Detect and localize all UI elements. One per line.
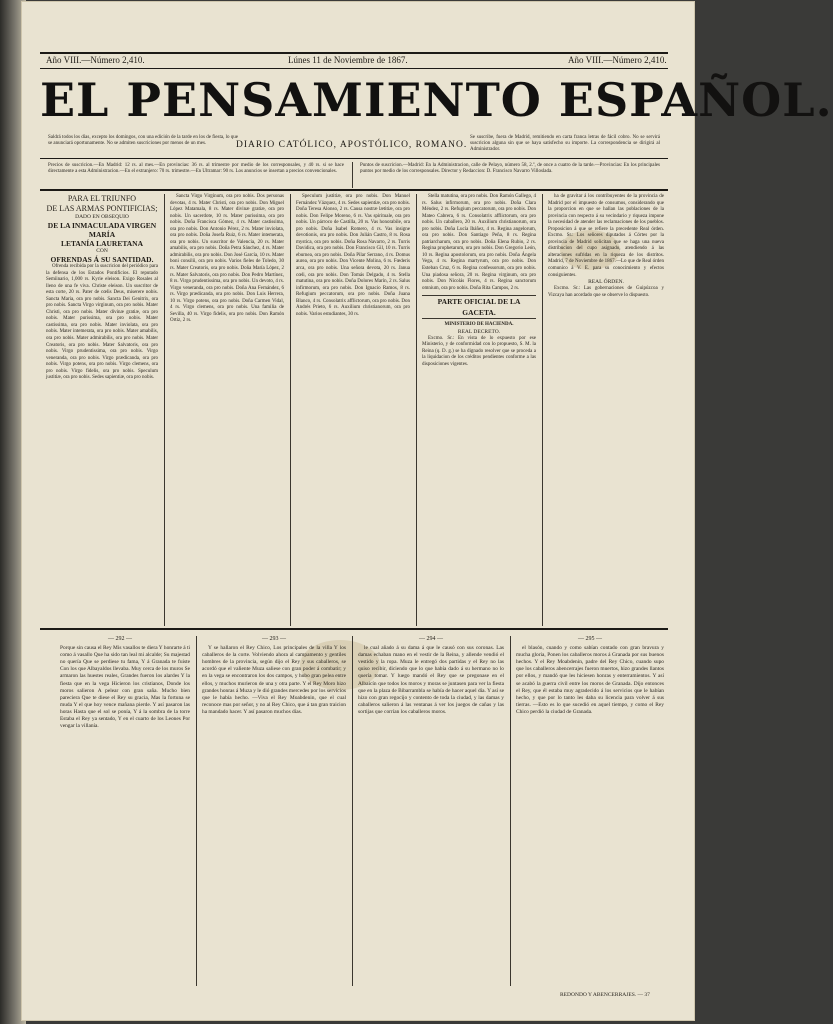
column-2-text: Sancta Virgo Virginum, ora pro nobis. Dos personas devotas, 4 rs. Mater Christi, ora pro nobis. Don Miguel López Matamala, 8 rs. Mater divinæ gratiæ, ora pro nobis. Un sacerdote, 10 rs. Mater purissima, ora pro nobis. Doña Francisca Gómez, 4 rs. Mater castissima, ora pro nobis. Don Antonio Pérez, 2 rs. Mater inviolata, ora pro nobis. Doña Josefa Ruiz, 6 rs. Mater intemerata, ora pro nobis. Un suscritor de Valencia, 20 rs. Mater amabilis, ora pro nobis. Doña Petra Sánchez, 4 rs. Mater admirabilis, ora pro nobis. Don José García, 10 rs. Mater boni consilii, ora pro nobis. Varios fieles de Toledo, 30 rs. Mater Creatoris, ora pro nobis. Doña María López, 2 rs. Mater Salvatoris, ora pro nobis. Don Pedro Martínez, 8 rs. Virgo prudentissima, ora pro nobis. Un devoto, 4 rs. Virgo veneranda, ora pro nobis. Doña Ana Fernández, 6 rs. Virgo prædicanda, ora pro nobis. Don Luis Herrera, 10 rs. Virgo potens, ora pro nobis. Doña Carmen Vidal, 4 rs. Virgo clemens, ora pro nobis. Una familia de Sevilla, 40 rs. Virgo fidelis, ora pro nobis. Don Ramón Ortiz, 2 rs. bbox=[170, 194, 284, 324]
column-2 bbox=[170, 194, 284, 624]
issue-number-left: Año VIII.—Número 2,410. bbox=[46, 55, 145, 65]
top-rule bbox=[40, 52, 668, 54]
column-divider bbox=[290, 194, 291, 626]
folletin-page-number: — 295 — bbox=[578, 636, 602, 642]
column-1-text: Ofrenda recibida por la suscricion del periódico para la defensa de los Estados Pontificios. El reputado Semiinario, 1,000 rs. Kyrie eleison. Exigo Rosales al lleno de una fe viva. Christe eleison. Un suscritor de esta corte, 20 rs. Pater de cœlis Deus, miserere nobis. Sancta Maria, ora pro nobis. Sancta Dei Genitrix, ora pro nobis. Sancta Virgo virginum, ora pro nobis. Mater Christi, ora pro nobis. Mater divinæ gratiæ, ora pro nobis. Mater purissima, ora pro nobis. Mater castissima, ora pro nobis. Mater inviolata, ora pro nobis. Mater intemerata, ora pro nobis. Mater amabilis, ora pro nobis. Mater admirabilis, ora pro nobis. Mater Creatoris, ora pro nobis. Mater Salvatoris, ora pro nobis. Virgo prudentissima, ora pro nobis. Virgo veneranda, ora pro nobis. Virgo prædicanda, ora pro nobis. Virgo potens, ora pro nobis. Virgo clemens, ora pro nobis. Virgo fidelis, ora pro nobis. Speculum justitiæ, ora pro nobis. Sedes sapientiæ, ora pro nobis. bbox=[46, 264, 158, 381]
decree-heading: REAL DECRETO. bbox=[457, 328, 501, 335]
ministry-heading: MINISTERIO DE HACIENDA. bbox=[444, 322, 514, 328]
column-4 bbox=[422, 194, 536, 624]
column-4-text-2: Excmo. Sr.: En vista de lo expuesto por ese Ministerio, y de conformidad con lo propuesto, S. M. la Reina (q. D. g.) se ha dignado resolver que se proceda a la liquidacion de los créditos pendientes conforme a las disposiciones vigentes. bbox=[422, 335, 536, 367]
headline-armas: DE LAS ARMAS PONTIFICIAS; bbox=[46, 204, 158, 213]
column-3-text: Speculum justitiæ, ora pro nobis. Don Manuel Fernández Vázquez, 4 rs. Sedes sapientiæ, ora pro nobis. Doña Teresa Alonso, 2 rs. Causa nostræ lætitiæ, ora pro nobis. Don Felipe Moreno, 6 rs. Vas spirituale, ora pro nobis. Un párroco de Castilla, 20 rs. Vas honorabile, ora pro nobis. Doña Isabel Romero, 4 rs. Vas insigne devotionis, ora pro nobis. Don Julián Castro, 8 rs. Rosa mystica, ora pro nobis. Doña Rosa Navarro, 2 rs. Turris Davidica, ora pro nobis. Don Francisco Gil, 10 rs. Turris eburnea, ora pro nobis. Doña Pilar Serrano, 4 rs. Domus aurea, ora pro nobis. Don Vicente Molina, 6 rs. Fœderis arca, ora pro nobis. Una señora devota, 20 rs. Janua cœli, ora pro nobis. Don Tomás Delgado, 4 rs. Stella matutina, ora pro nobis. Doña Dolores Marín, 2 rs. Salus infirmorum, ora pro nobis. Don Ignacio Ramos, 8 rs. Refugium peccatorum, ora pro nobis. Doña Juana Blanco, 4 rs. Consolatrix afflictorum, ora pro nobis. Don Andrés Prieto, 6 rs. Auxilium christianorum, ora pro nobis. Varios estudiantes, 30 rs. bbox=[296, 194, 410, 317]
column-5-text-2: Excmo. Sr.: Las gobernaciones de Guipúzcoa y Vizcaya han acordado que se observe lo dispuesto. bbox=[548, 286, 664, 298]
folletin-column-1 bbox=[50, 636, 190, 730]
folletin-signature: REDONDO Y ABENCERRAJES. — 37 bbox=[560, 992, 650, 998]
left-ear-notice: Saldrá todos los días, excepto los domingos, con una edición de la tarde en los de fiesta, lo que se anunciará oportunamente. No se admiten suscriciones por menos de un mes. bbox=[48, 135, 238, 147]
subscription-points: Puntos de suscricion.—Madrid: En la Administracion, calle de Pelayo, número 58, 2.º, de once a cuatro de la tarde.—Provincias: En los principales puntos por medio de los corresponsales. Director y Redaccion: D. Francisco Navarro Villoslada. bbox=[360, 163, 660, 175]
columns-top-rule bbox=[40, 189, 668, 191]
folletin-column-3 bbox=[358, 636, 504, 716]
headline-triunfo: PARA EL TRIUNFO bbox=[67, 194, 137, 203]
headline-letania: LETANÍA LAURETANA bbox=[60, 239, 144, 248]
folletin-divider bbox=[196, 636, 197, 986]
column-4-text: Stella matutina, ora pro nobis. Don Ramón Gallego, 4 rs. Salus infirmorum, ora pro nobis. Doña Clara Méndez, 2 rs. Refugium peccatorum, ora pro nobis. Don Mateo Cabrera, 6 rs. Consolatrix afflictorum, ora pro nobis. Un caballero, 20 rs. Auxilium christianorum, ora pro nobis. Doña Lucía Ibáñez, 4 rs. Regina angelorum, ora pro nobis. Don Santiago Peña, 8 rs. Regina patriarcharum, ora pro nobis. Doña Elena Rubio, 2 rs. Regina prophetarum, ora pro nobis. Don Gregorio León, 10 rs. Regina apostolorum, ora pro nobis. Doña Ángela Vega, 4 rs. Regina martyrum, ora pro nobis. Don Esteban Cruz, 6 rs. Regina confessorum, ora pro nobis. Una piadosa señora, 20 rs. Regina virginum, ora pro nobis. Don Nicolás Flores, 4 rs. Regina sanctorum omnium, ora pro nobis. Doña Rita Campos, 2 rs. bbox=[422, 194, 536, 291]
headline-ofrendas: OFRENDAS Á SU SANTIDAD. bbox=[50, 255, 154, 264]
folletin-text: Porque sin causa el Rey Mis vasallos te diera Y honrarte á ti como á vasallo Que ha sido tan leal mi alcalde; Su majestad no quería Que se perdiese tu fama, Y á Granada te fuiste Con los que Albayaldos llevaba. Muy cerca de los muros Se armaron las huestes reales, Grandes fueron los alardes Y la fiesta que en la vega Hicieron los cristianos, Donde los moros salieron A pelear con gran saña. Mucho bien pareciera Que te diese el Rey su gracia, Mas la fortuna se muda Y el que hoy vence mañana pierde. Y así pasaron las horas Hasta que el sol se ponía, Y á la sombra de la torre Estaba el Rey ya sentado, Y en el cuarto de los Leones Por vengar la villanía. bbox=[60, 645, 190, 730]
folletin-page-number: — 293 — bbox=[262, 636, 286, 642]
masthead-rule bbox=[40, 158, 668, 159]
headline-dado: DADO EN OBSEQUIO bbox=[75, 214, 129, 220]
dateline-rule bbox=[40, 68, 668, 69]
newspaper-subtitle: DIARIO CATÓLICO, APOSTÓLICO, ROMANO. bbox=[236, 140, 468, 150]
newspaper-title: EL PENSAMIENTO ESPAÑOL. bbox=[40, 73, 833, 127]
folletin-divider bbox=[510, 636, 511, 986]
official-section-heading: PARTE OFICIAL DE LA GACETA. bbox=[422, 295, 536, 319]
column-3 bbox=[296, 194, 410, 624]
folletin-page-number: — 294 — bbox=[419, 636, 443, 642]
column-divider bbox=[542, 194, 543, 626]
folletin-text: Y se hallaron el Rey Chico, Los principales de la villa Y los caballeros de la corte. Volviendo ahora al campamento y gentiles hombres de la provincia, según dijo el Rey y sus caballeros, se acordó que el valiente Muza saliese con gran poder á combatir; y en la vega se encontraron los dos campos, y hubo gran pelea entre ellos, y muchos murieron de una y otra parte. Y el Rey Moro hizo grandes honras á Muza y le dió grandes mercedes por los servicios que le había hecho. —Viva el Rey Moabdenin, que el cual reconoce mas por señor, y no al Rey Chico, que á tan gran traicion ha mandado hacer. Y así pasaron muchos días. bbox=[202, 645, 346, 715]
headline-virgen: DE LA INMACULADA VIRGEN MARÍA bbox=[47, 221, 157, 239]
folletin-rule bbox=[40, 628, 668, 630]
headline-con: CON bbox=[96, 248, 108, 254]
folletin-page-number: — 292 — bbox=[108, 636, 132, 642]
folletin-divider bbox=[352, 636, 353, 986]
subscription-prices: Precios de suscricion.—En Madrid: 12 rs. al mes.—En provincias: 36 rs. al trimestre por medio de los corresponsales, y 40 rs. si se hace directamente a esta Administracion.—En el extranjero: 70 rs. trimestre.—En Ultramar: 90 rs. Los anuncios se insertan a precios convencionales. bbox=[48, 163, 344, 175]
folletin-column-2 bbox=[202, 636, 346, 716]
issue-date: Lúnes 11 de Noviembre de 1867. bbox=[288, 55, 408, 65]
column-5 bbox=[548, 194, 664, 624]
real-orden-heading: REAL ÓRDEN. bbox=[588, 279, 624, 286]
column-divider bbox=[416, 194, 417, 626]
issue-number-right: Año VIII.—Número 2,410. bbox=[568, 55, 667, 65]
column-5-text: ha de gravitar á los contribuyentes de la provincia de Madrid por el impuesto de consumos, considerando que la proporcion en que se hallan las poblaciones de la provincia con respecto á su vecindario y riqueza impone la necesidad de atender las reclamaciones de los pueblos. Proposicion á que se refiere la precedente Real órden. Excmo. Sr.: Los señores diputados á Córtes por la provincia de Madrid solicitan que se haga una nueva distribucion del cupo asignado, atendiendo á las alteraciones sufridas en la riqueza de los distritos. Madrid, 7 de Noviembre de 1867.—Lo que de Real órden comunico á V. E. para su conocimiento y efectos consiguientes. bbox=[548, 194, 664, 278]
folletin-text: le cual añado á su dama á que le causó con sus coronas. Las damas echaban mano en el vestir de la Reina, y allende vendió el vestido y la ropa. Muza le entregó dos partidas y el Rey no las quiso recibir, diciendo que lo que había dado á su hermano no lo quería tomar. Y luego mandó el Rey que se pregonase en el Albaicín que todos los moros y moras se juntasen para ver la fiesta que en la plaza de Bibarrambla se había de hacer aquel día. Y así se hizo con gran regocijo y contento de toda la ciudad, y las damas y caballeros salieron á las ventanas á ver los juegos de cañas y las sortijas que corrían los caballeros moros. bbox=[358, 645, 504, 715]
dateline bbox=[42, 55, 668, 67]
folletin-text: el blasón, cuando y como sabían contado con gran bravura y mucha gloria, Ponen los caballeros moros á Granada por sus buenos hechos. Y el Rey Moabdenin, padre del Rey Chico, cuando supo que los caballeros abencerrajes fueron muertos, hizo grandes llantos por ellos, y mandó que les hiciesen honras y enterramientos. Y así se acabó la guerra civil entre los moros de Granada. Dijo entonces el Rey, que él estaba muy agradecido á los servicios que le habían hecho, y que por lo tanto les daba su licencia para volver á sus tierras. —Esto es lo que sucedió en aquel tiempo, y como el Rey Chico perdió la ciudad de Granada. bbox=[516, 645, 664, 715]
folletin-column-4 bbox=[516, 636, 664, 716]
info-divider bbox=[352, 162, 353, 188]
column-1 bbox=[46, 194, 158, 624]
column-divider bbox=[164, 194, 165, 626]
right-ear-notice: Se suscribe, fuera de Madrid, remitiendo en carta franca letras de fácil cobro. No se servirá suscricion alguna sin que se haya satisfecho su importe. La correspondencia se dirigirá al Administrador. bbox=[470, 135, 660, 153]
